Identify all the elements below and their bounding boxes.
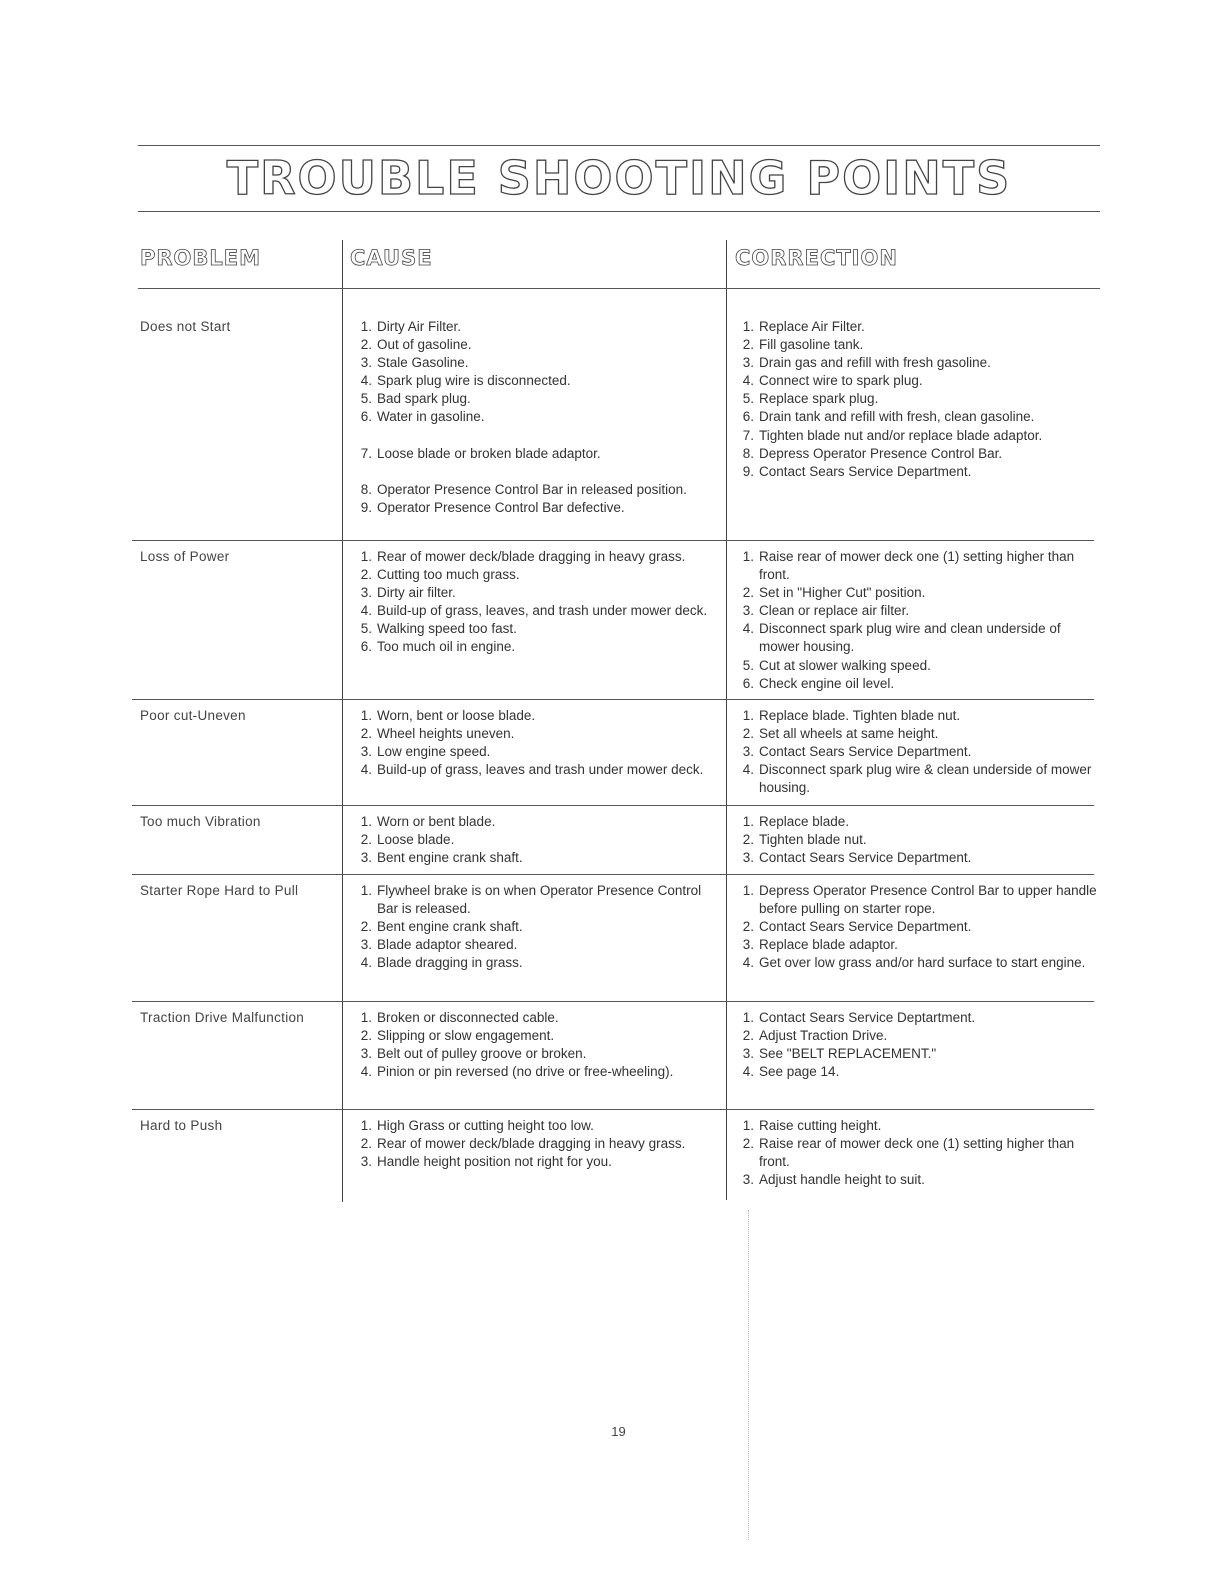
item-number: 1.	[360, 319, 372, 334]
item-number: 1.	[742, 1118, 754, 1133]
correction-item	[738, 1171, 1098, 1189]
item-number: 7.	[360, 445, 372, 461]
cause-item	[356, 372, 724, 390]
correction-item	[738, 1135, 1098, 1171]
correction-item	[738, 849, 1098, 867]
item-text: Clean or replace air filter.	[759, 603, 910, 619]
item-text: Contact Sears Service Department.	[759, 463, 972, 479]
item-text: Replace blade. Tighten blade nut.	[759, 708, 961, 723]
item-text: Operator Presence Control Bar in released position.	[377, 481, 687, 497]
item-text: Raise rear of mower deck one (1) setting higher than front.	[759, 1136, 1075, 1170]
item-number: 5.	[742, 657, 754, 673]
item-number: 3.	[360, 585, 372, 601]
item-text: Replace blade.	[759, 814, 850, 829]
item-number: 2.	[742, 1028, 754, 1044]
item-number: 2.	[742, 832, 754, 848]
item-text: Tighten blade nut.	[759, 832, 867, 848]
cause-item	[356, 954, 724, 972]
item-number: 6.	[742, 409, 754, 425]
item-number: 6.	[360, 409, 372, 425]
item-number: 1.	[742, 708, 754, 723]
correction-item	[738, 1027, 1098, 1045]
item-number: 4.	[742, 955, 754, 971]
item-text: Raise cutting height.	[759, 1118, 882, 1133]
problem-label: Hard to Push	[140, 1118, 223, 1133]
cause-item	[356, 602, 724, 620]
correction-item	[738, 408, 1098, 426]
item-number: 1.	[742, 814, 754, 829]
header-rule	[138, 288, 1100, 289]
item-number: 8.	[360, 481, 372, 497]
cause-item	[356, 725, 724, 743]
cause-list	[356, 1117, 724, 1171]
item-number: 2.	[360, 832, 372, 848]
header-cause: CAUSE	[350, 246, 433, 270]
correction-list	[738, 707, 1098, 797]
item-text: Fill gasoline tank.	[759, 337, 864, 353]
cause-item	[356, 1045, 724, 1063]
item-text: Bad spark plug.	[377, 391, 471, 407]
correction-item	[738, 427, 1098, 445]
item-text: Loose blade or broken blade adaptor.	[377, 445, 601, 461]
correction-list	[738, 1117, 1098, 1189]
item-text: Too much oil in engine.	[377, 639, 516, 655]
correction-item	[738, 372, 1098, 390]
problem-label: Loss of Power	[140, 549, 230, 564]
correction-item	[738, 548, 1098, 584]
problem-label: Does not Start	[140, 319, 231, 334]
item-number: 1.	[360, 708, 372, 723]
item-text: Replace spark plug.	[759, 391, 879, 407]
item-number: 2.	[742, 337, 754, 353]
item-number: 1.	[360, 883, 372, 898]
item-text: Replace Air Filter.	[759, 319, 865, 334]
item-number: 4.	[360, 762, 372, 778]
item-text: Out of gasoline.	[377, 337, 472, 353]
correction-list	[738, 882, 1098, 972]
item-number: 4.	[742, 621, 754, 637]
cause-item	[356, 1009, 724, 1027]
cause-list	[356, 1009, 724, 1081]
cause-item	[356, 936, 724, 954]
item-number: 3.	[742, 744, 754, 760]
item-number: 8.	[742, 445, 754, 461]
correction-item	[738, 584, 1098, 602]
item-number: 6.	[360, 639, 372, 655]
item-text: High Grass or cutting height too low.	[377, 1118, 594, 1133]
item-number: 4.	[742, 762, 754, 778]
cause-item	[356, 408, 724, 426]
item-number: 2.	[360, 919, 372, 935]
item-text: Build-up of grass, leaves and trash under mower deck.	[377, 762, 704, 778]
item-text: Cut at slower walking speed.	[759, 657, 931, 673]
item-number: 3.	[360, 850, 372, 866]
correction-item	[738, 445, 1098, 463]
item-text: See "BELT REPLACEMENT."	[759, 1046, 937, 1062]
item-text: Dirty air filter.	[377, 585, 456, 601]
item-number: 3.	[742, 1046, 754, 1062]
header-correction: CORRECTION	[735, 246, 898, 270]
item-number: 5.	[360, 621, 372, 637]
item-text: Belt out of pulley groove or broken.	[377, 1046, 587, 1062]
item-text: Bent engine crank shaft.	[377, 850, 523, 866]
section-separator	[132, 805, 1094, 806]
item-text: Slipping or slow engagement.	[377, 1028, 555, 1044]
cause-item	[356, 548, 724, 566]
cause-list	[356, 548, 724, 657]
page-number: 19	[611, 1424, 626, 1439]
item-text: Blade dragging in grass.	[377, 955, 523, 971]
problem-label: Starter Rope Hard to Pull	[140, 883, 299, 898]
item-number: 2.	[742, 726, 754, 742]
item-text: Tighten blade nut and/or replace blade adaptor.	[759, 427, 1043, 443]
cause-item	[356, 1153, 724, 1171]
item-number: 2.	[360, 567, 372, 583]
item-text: Operator Presence Control Bar defective.	[377, 499, 625, 515]
correction-item	[738, 1045, 1098, 1063]
cause-item	[356, 481, 724, 499]
cause-item	[356, 638, 724, 656]
item-number: 1.	[742, 883, 754, 898]
section-separator	[132, 1109, 1094, 1110]
item-text: Build-up of grass, leaves, and trash under mower deck.	[377, 603, 708, 619]
cause-item	[356, 707, 724, 725]
item-number: 4.	[742, 373, 754, 389]
item-number: 1.	[360, 1010, 372, 1025]
item-number: 2.	[360, 337, 372, 353]
item-text: Contact Sears Service Department.	[759, 919, 972, 935]
correction-item	[738, 657, 1098, 675]
item-number: 6.	[742, 675, 754, 691]
cause-item	[356, 831, 724, 849]
item-number: 2.	[742, 1136, 754, 1152]
item-text: Broken or disconnected cable.	[377, 1010, 559, 1025]
item-text: Rear of mower deck/blade dragging in heavy grass.	[377, 1136, 686, 1152]
item-text: Replace blade adaptor.	[759, 937, 898, 953]
item-number: 1.	[742, 319, 754, 334]
item-number: 3.	[360, 1046, 372, 1062]
item-text: Handle height position not right for you.	[377, 1154, 612, 1170]
item-number: 3.	[742, 850, 754, 866]
cause-item	[356, 354, 724, 372]
correction-list	[738, 1009, 1098, 1081]
correction-item	[738, 936, 1098, 954]
item-number: 3.	[742, 355, 754, 371]
item-number: 2.	[360, 1136, 372, 1152]
item-number: 4.	[360, 1064, 372, 1080]
item-text: Set all wheels at same height.	[759, 726, 939, 742]
item-text: Set in "Higher Cut" position.	[759, 585, 926, 601]
title-bottom-rule	[138, 211, 1100, 212]
item-number: 2.	[360, 726, 372, 742]
item-text: Check engine oil level.	[759, 675, 895, 691]
problem-label: Poor cut-Uneven	[140, 708, 246, 723]
cause-item	[356, 620, 724, 638]
correction-item	[738, 336, 1098, 354]
section-separator	[132, 1001, 1094, 1002]
item-number: 1.	[360, 1118, 372, 1133]
correction-item	[738, 831, 1098, 849]
cause-item	[356, 584, 724, 602]
column-divider-cause	[342, 240, 343, 1202]
item-number: 2.	[360, 1028, 372, 1044]
section-separator	[132, 540, 1094, 541]
item-text: Bent engine crank shaft.	[377, 919, 523, 935]
correction-item	[738, 1009, 1098, 1027]
header-problem: PROBLEM	[140, 246, 262, 270]
cause-item	[356, 499, 724, 517]
item-text: Disconnect spark plug wire & clean underside of mower housing.	[759, 762, 1092, 796]
column-divider-trailing	[748, 1210, 749, 1540]
item-text: Connect wire to spark plug.	[759, 373, 923, 389]
item-text: Drain tank and refill with fresh, clean gasoline.	[759, 409, 1035, 425]
correction-item	[738, 318, 1098, 336]
item-number: 9.	[360, 499, 372, 515]
item-text: Loose blade.	[377, 832, 455, 848]
item-number: 3.	[360, 355, 372, 371]
problem-label: Too much Vibration	[140, 814, 261, 829]
correction-list	[738, 548, 1098, 693]
item-number: 3.	[360, 1154, 372, 1170]
correction-item	[738, 882, 1098, 918]
correction-item	[738, 354, 1098, 372]
item-number: 3.	[360, 937, 372, 953]
cause-list	[356, 813, 724, 867]
item-text: Get over low grass and/or hard surface to start engine.	[759, 955, 1086, 971]
cause-item	[356, 318, 724, 336]
item-number: 1.	[360, 814, 372, 829]
item-text: Adjust Traction Drive.	[759, 1028, 888, 1044]
item-text: Contact Sears Service Department.	[759, 744, 972, 760]
cause-item	[356, 1117, 724, 1135]
correction-item	[738, 743, 1098, 761]
item-text: Low engine speed.	[377, 744, 491, 760]
cause-list	[356, 318, 724, 517]
cause-item	[356, 761, 724, 779]
item-text: Dirty Air Filter.	[377, 319, 462, 334]
correction-item	[738, 463, 1098, 481]
cause-item	[356, 445, 724, 463]
item-text: Depress Operator Presence Control Bar to upper handle before pulling on starter rope.	[759, 883, 1097, 917]
correction-list	[738, 813, 1098, 867]
item-text: Flywheel brake is on when Operator Presence Control Bar is released.	[377, 883, 702, 917]
page-title: TROUBLE SHOOTING POINTS	[226, 151, 1012, 205]
cause-item	[356, 1135, 724, 1153]
item-number: 4.	[360, 603, 372, 619]
item-text: Raise rear of mower deck one (1) setting higher than front.	[759, 549, 1075, 583]
item-number: 3.	[742, 603, 754, 619]
correction-item	[738, 813, 1098, 831]
item-text: Rear of mower deck/blade dragging in heavy grass.	[377, 549, 686, 564]
item-text: Cutting too much grass.	[377, 567, 520, 583]
cause-item	[356, 813, 724, 831]
item-number: 9.	[742, 463, 754, 479]
item-text: Stale Gasoline.	[377, 355, 469, 371]
item-number: 3.	[742, 1172, 754, 1188]
cause-item	[356, 918, 724, 936]
item-text: Blade adaptor sheared.	[377, 937, 518, 953]
item-number: 5.	[742, 391, 754, 407]
item-number: 2.	[742, 585, 754, 601]
item-text: Disconnect spark plug wire and clean underside of mower housing.	[759, 621, 1061, 655]
item-text: Adjust handle height to suit.	[759, 1172, 925, 1188]
item-number: 1.	[742, 549, 754, 564]
item-number: 4.	[360, 955, 372, 971]
item-text: See page 14.	[759, 1064, 840, 1080]
cause-item	[356, 390, 724, 408]
item-text: Spark plug wire is disconnected.	[377, 373, 571, 389]
item-text: Contact Sears Service Deptartment.	[759, 1010, 976, 1025]
item-text: Wheel heights uneven.	[377, 726, 515, 742]
correction-item	[738, 707, 1098, 725]
correction-item	[738, 954, 1098, 972]
item-number: 3.	[742, 937, 754, 953]
correction-item	[738, 725, 1098, 743]
correction-item	[738, 602, 1098, 620]
title-top-rule	[138, 145, 1100, 146]
cause-item	[356, 1027, 724, 1045]
item-text: Walking speed too fast.	[377, 621, 517, 637]
correction-item	[738, 675, 1098, 693]
item-number: 4.	[360, 373, 372, 389]
cause-item	[356, 882, 724, 918]
item-number: 1.	[742, 1010, 754, 1025]
cause-item	[356, 566, 724, 584]
correction-item	[738, 761, 1098, 797]
item-text: Pinion or pin reversed (no drive or free-wheeling).	[377, 1064, 674, 1080]
correction-item	[738, 620, 1098, 656]
cause-item	[356, 849, 724, 867]
cause-list	[356, 707, 724, 779]
item-text: Worn or bent blade.	[377, 814, 496, 829]
item-number: 5.	[360, 391, 372, 407]
correction-item	[738, 1117, 1098, 1135]
item-text: Contact Sears Service Department.	[759, 850, 972, 866]
item-number: 1.	[360, 549, 372, 564]
item-text: Drain gas and refill with fresh gasoline.	[759, 355, 991, 371]
correction-item	[738, 918, 1098, 936]
correction-list	[738, 318, 1098, 481]
cause-item	[356, 743, 724, 761]
item-text: Water in gasoline.	[377, 409, 485, 425]
item-number: 3.	[360, 744, 372, 760]
problem-label: Traction Drive Malfunction	[140, 1010, 305, 1025]
section-separator	[132, 874, 1094, 875]
item-number: 2.	[742, 919, 754, 935]
cause-list	[356, 882, 724, 972]
column-divider-correction	[726, 240, 727, 1200]
cause-item	[356, 1063, 724, 1081]
correction-item	[738, 1063, 1098, 1081]
item-text: Depress Operator Presence Control Bar.	[759, 445, 1003, 461]
item-text: Worn, bent or loose blade.	[377, 708, 536, 723]
section-separator	[132, 699, 1094, 700]
cause-item	[356, 336, 724, 354]
item-number: 7.	[742, 427, 754, 443]
item-number: 4.	[742, 1064, 754, 1080]
correction-item	[738, 390, 1098, 408]
